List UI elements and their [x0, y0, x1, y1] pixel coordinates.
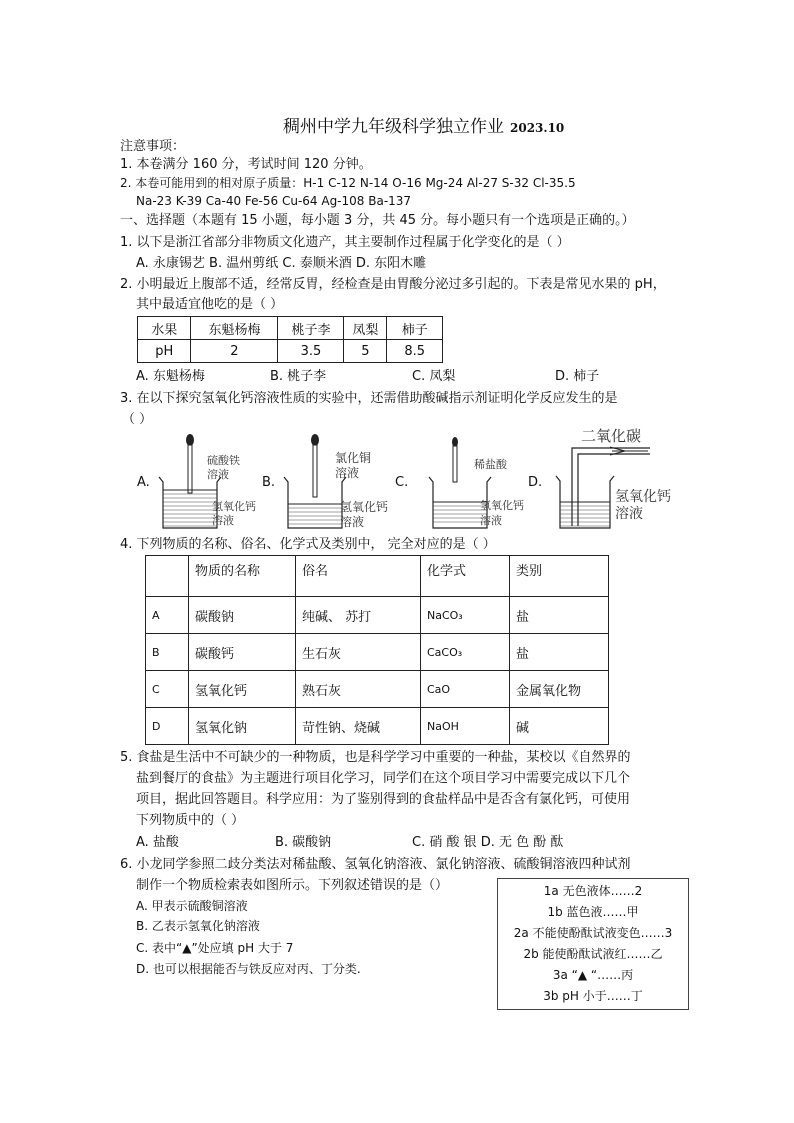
q3-d-apparatus [550, 440, 670, 530]
q5-option-b: B. 碳酸钠 [275, 835, 332, 850]
table-header-cell: 类别 [510, 556, 609, 597]
q3-b-dropper-label-1: 氯化铜 [335, 451, 372, 465]
q3-c-beaker-label-1: 氢氧化钙 [480, 499, 524, 512]
note-1: 1. 本卷满分 160 分，考试时间 120 分钟。 [120, 157, 372, 172]
table-cell: 3.5 [278, 340, 344, 363]
q2-option-c: C. 凤梨 [412, 369, 456, 384]
table-cell: 柿子 [387, 317, 443, 340]
title-date: 2023.10 [510, 121, 565, 135]
q6-option-a: A. 甲表示硫酸铜溶液 [136, 899, 248, 913]
table-cell: 盐 [510, 634, 609, 671]
q3-a-letter: A. [137, 475, 150, 490]
q6-option-b: B. 乙表示氢氧化钠溶液 [136, 919, 260, 933]
q6-line-2: 制作一个物质检索表如图所示。下列叙述错误的是（） [136, 878, 449, 893]
q3-c-beaker-label-2: 溶液 [480, 514, 502, 527]
table-cell: 5 [344, 340, 387, 363]
table-cell: A [146, 597, 189, 634]
q1-options: A. 永康锡艺 B. 温州剪纸 C. 泰顺米酒 D. 东阳木雕 [136, 256, 427, 271]
table-row [146, 597, 609, 634]
q2-ph-table [137, 316, 443, 363]
q3-b-beaker-label-2: 溶液 [340, 515, 365, 529]
section-heading: 一、选择题（本题有 15 小题，每小题 3 分，共 45 分。每小题只有一个选项是正确的。） [120, 213, 635, 228]
key-entry-2a: 2a 不能使酚酞试液变色……3 [513, 926, 673, 940]
q3-d-gas-label: 二氧化碳 [581, 427, 642, 445]
table-cell: 生石灰 [296, 634, 421, 671]
q3-d-beaker-label-1: 氢氧化钙 [615, 489, 671, 505]
notes-heading: 注意事项： [120, 139, 186, 154]
table-cell: pH [138, 340, 191, 363]
table-cell: 金属氧化物 [510, 671, 609, 708]
table-cell: 8.5 [387, 340, 443, 363]
q4-table [145, 555, 609, 745]
table-cell: 东魁杨梅 [191, 317, 278, 340]
q3-a-dropper-label-2: 溶液 [207, 468, 229, 481]
q6-option-d: D. 也可以根据能否与铁反应对丙、丁分类. [136, 962, 361, 976]
note-2b: Na-23 K-39 Ca-40 Fe-56 Cu-64 Ag-108 Ba-137 [136, 194, 412, 208]
q2-option-a: A. 东魁杨梅 [136, 369, 205, 384]
q2-stem-2: 其中最适宜他吃的是（ ） [136, 297, 284, 312]
table-cell: NaCO₃ [421, 597, 510, 634]
table-header-cell: 化学式 [421, 556, 510, 597]
table-row [138, 340, 443, 363]
q3-a-beaker-label-2: 溶液 [212, 514, 234, 527]
key-entry-1b: 1b 蓝色液……甲 [547, 905, 639, 919]
table-cell: 凤梨 [344, 317, 387, 340]
q6-option-c: C. 表中“▲”处应填 pH 大于 7 [136, 941, 294, 955]
table-cell: CaCO₃ [421, 634, 510, 671]
q3-a-dropper-label-1: 硫酸铁 [207, 454, 240, 467]
table-row [146, 634, 609, 671]
table-cell: 碳酸钙 [189, 634, 296, 671]
table-cell: NaOH [421, 708, 510, 745]
q5-line-4: 下列物质中的（ ） [136, 813, 245, 828]
title-text: 稠州中学九年级科学独立作业 [283, 117, 504, 137]
page-title [283, 112, 564, 137]
q6-dichotomous-key [497, 878, 689, 1010]
q3-b-letter: B. [262, 475, 276, 490]
table-header-cell: 物质的名称 [189, 556, 296, 597]
table-cell: 熟石灰 [296, 671, 421, 708]
q2-option-b: B. 桃子李 [270, 369, 327, 384]
q3-b-dropper-label-2: 溶液 [335, 466, 360, 480]
table-header-cell: 俗名 [296, 556, 421, 597]
q3-b-beaker-label-1: 氢氧化钙 [340, 500, 389, 514]
table-cell: 氢氧化钙 [189, 671, 296, 708]
table-cell: CaO [421, 671, 510, 708]
table-cell: 2 [191, 340, 278, 363]
table-cell: 桃子李 [278, 317, 344, 340]
table-row [146, 556, 609, 597]
table-cell: 盐 [510, 597, 609, 634]
q5-line-1: 5. 食盐是生活中不可缺少的一种物质，也是科学学习中重要的一种盐，某校以《自然界的 [120, 750, 631, 765]
note-2a: 2. 本卷可能用到的相对原子质量：H-1 C-12 N-14 O-16 Mg-24 Al-27 S-32 Cl-35.5 [120, 176, 576, 190]
table-cell: 碱 [510, 708, 609, 745]
q3-a-beaker-label-1: 氢氧化钙 [212, 500, 256, 513]
table-cell: C [146, 671, 189, 708]
table-cell: D [146, 708, 189, 745]
q3-stem-2: （ ） [122, 412, 153, 427]
q4-stem: 4. 下列物质的名称、俗名、化学式及类别中， 完全对应的是（ ） [120, 537, 496, 552]
q5-option-a: A. 盐酸 [136, 835, 179, 850]
q2-option-d: D. 柿子 [555, 369, 600, 384]
key-entry-3a: 3a “▲ “……丙 [552, 968, 634, 982]
table-cell: 水果 [138, 317, 191, 340]
q3-c-letter: C. [395, 475, 409, 490]
q3-stem-1: 3. 在以下探究氢氧化钙溶液性质的实验中，还需借助酸碱指示剂证明化学反应发生的是 [120, 391, 618, 406]
q5-line-3: 项目，据此回答题目。科学应用：为了鉴别得到的食盐样品中是否含有氯化钙，可使用 [136, 792, 631, 807]
table-row [138, 317, 443, 340]
key-entry-1a: 1a 无色液体……2 [543, 884, 643, 898]
q3-c-dropper-label: 稀盐酸 [474, 458, 507, 471]
table-row [146, 671, 609, 708]
q1-stem: 1. 以下是浙江省部分非物质文化遗产，其主要制作过程属于化学变化的是（ ） [120, 235, 570, 250]
q5-option-cd: C. 硝 酸 银 D. 无 色 酚 酞 [412, 835, 564, 850]
q3-d-beaker-label-2: 溶液 [615, 506, 643, 522]
key-entry-3b: 3b pH 小于……丁 [543, 989, 643, 1003]
table-cell: 氢氧化钠 [189, 708, 296, 745]
table-cell: 苛性钠、烧碱 [296, 708, 421, 745]
table-row [146, 708, 609, 745]
q2-stem-1: 2. 小明最近上腹部不适，经常反胃，经检查是由胃酸分泌过多引起的。下表是常见水果的 pH， [120, 277, 666, 292]
q3-d-letter: D. [528, 475, 543, 490]
q5-line-2: 盐到餐厅的食盐》为主题进行项目化学习，同学们在这个项目学习中需要完成以下几个 [136, 771, 631, 786]
q6-line-1: 6. 小龙同学参照二歧分类法对稀盐酸、氢氧化钠溶液、氯化钠溶液、硫酸铜溶液四种试剂 [120, 857, 631, 872]
table-cell: 碳酸钠 [189, 597, 296, 634]
table-cell: 纯碱、 苏打 [296, 597, 421, 634]
key-entry-2b: 2b 能使酚酞试液红……乙 [523, 947, 663, 961]
table-header-cell [146, 556, 189, 597]
table-cell: B [146, 634, 189, 671]
